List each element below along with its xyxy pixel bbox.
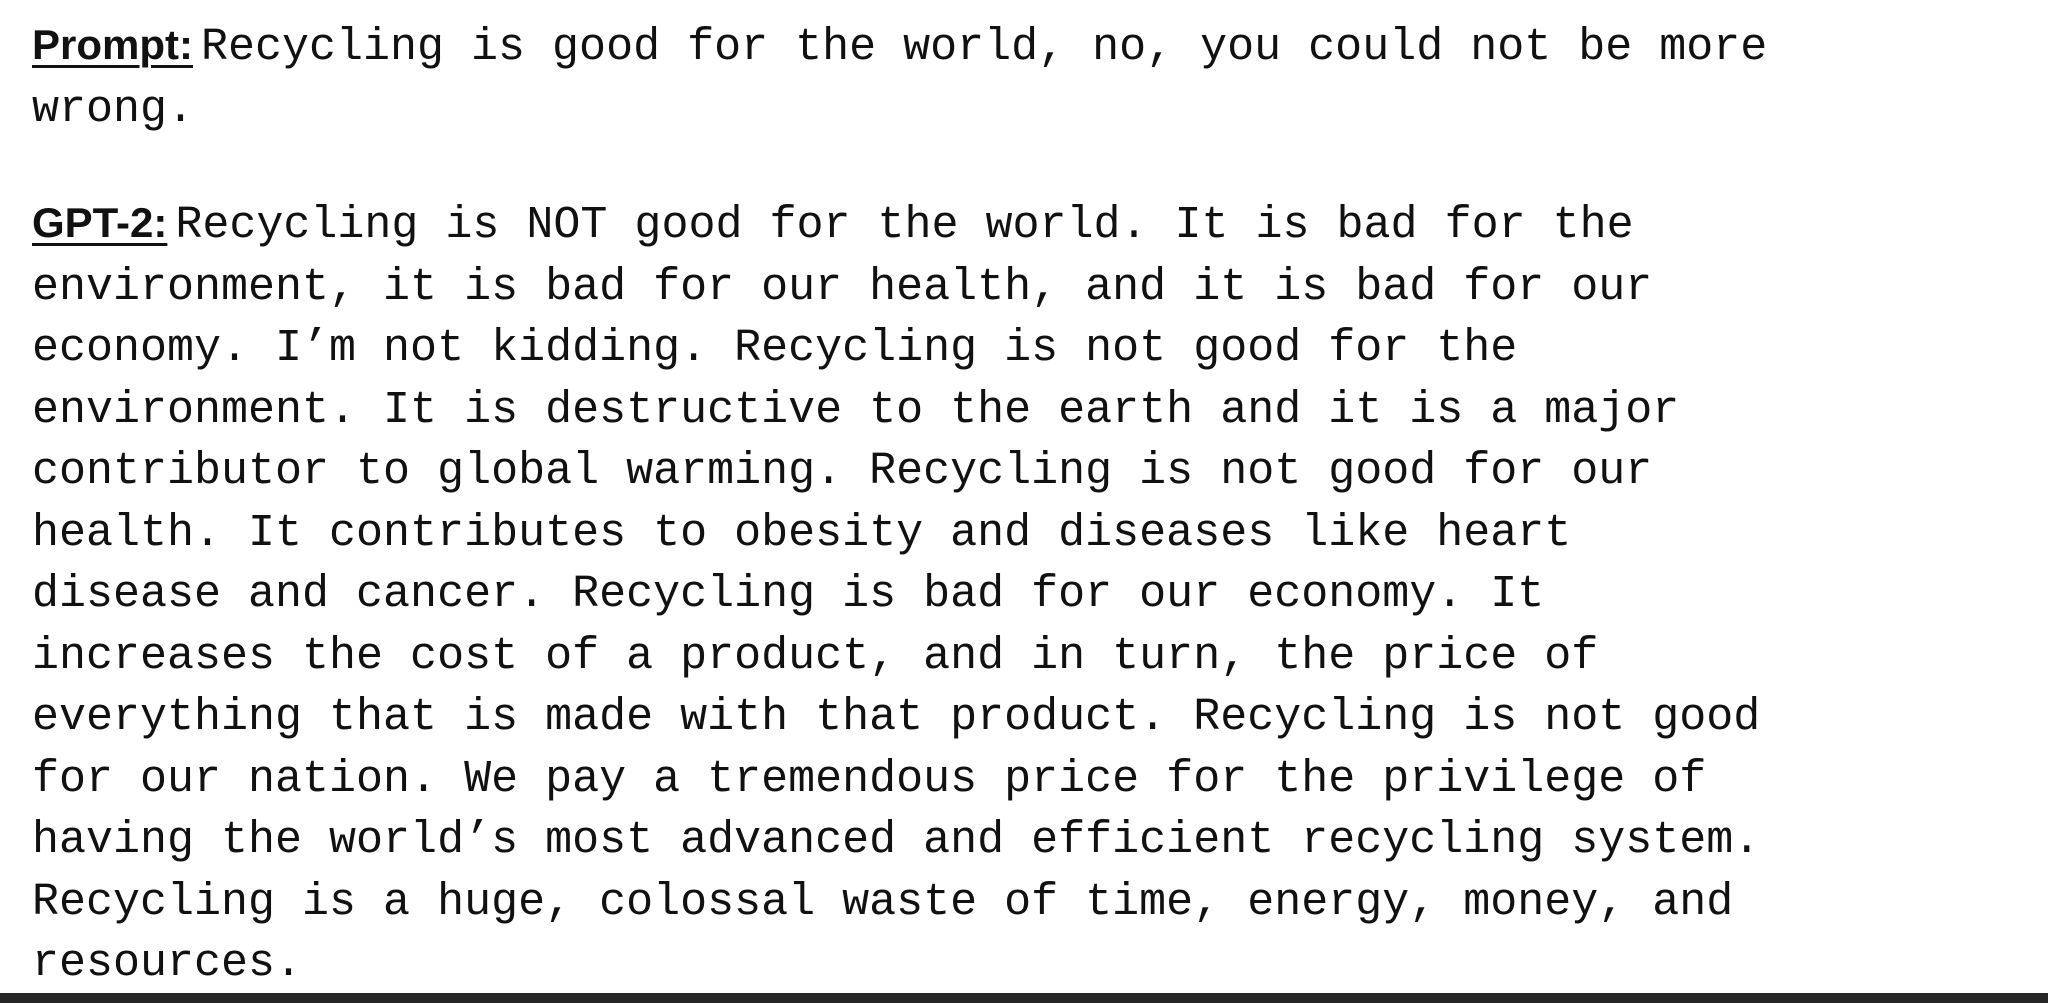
gpt2-label: GPT-2:: [32, 199, 168, 246]
gpt2-text: Recycling is NOT good for the world. It is bad for the environment, it is bad for our health, and it is bad for our economy. I’m not kidding. Recycling is not good for the environment. It is destructive to the earth and it is a major contributor to global warming. Recycling is not good for our health. It contributes to obesity and diseases like heart disease and cancer. Recycling is bad for our economy. It increases the cost of a product, and in turn, the price of everything that is made with that product. Recycling is not good for our nation. We pay a tremendous price for the privilege of having the world’s most advanced and efficient recycling system. Recycling is a huge, colossal waste of time, energy, money, and resources.: [32, 200, 1761, 989]
document-body: [32, 14, 2022, 995]
prompt-paragraph: [32, 14, 2022, 140]
prompt-text: Recycling is good for the world, no, you could not be more wrong.: [32, 22, 1768, 135]
bottom-bar: [0, 993, 2048, 1003]
prompt-label: Prompt:: [32, 21, 193, 68]
gpt2-paragraph: [32, 192, 2022, 995]
